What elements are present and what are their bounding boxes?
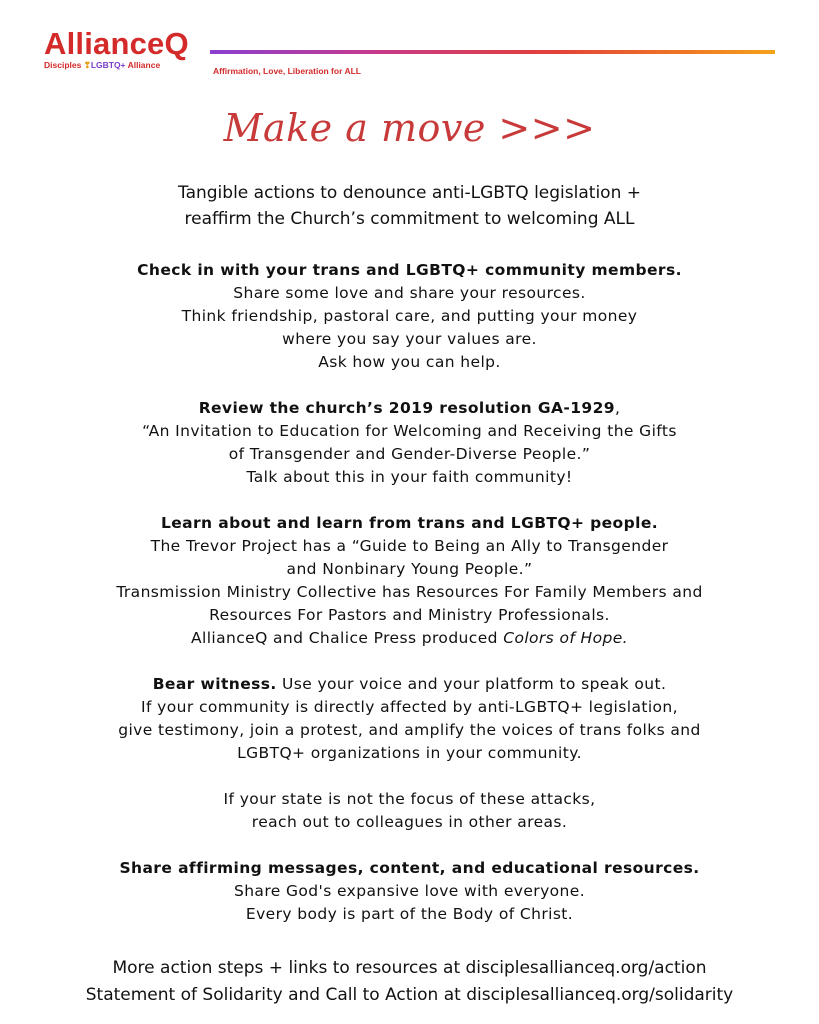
alliance-q-logo [44, 28, 204, 70]
section-line: Transmission Ministry Collective has Resources For Family Members and [116, 583, 703, 601]
rainbow-divider [210, 50, 775, 54]
section-line: Ask how you can help. [318, 353, 501, 371]
section-review-resolution [0, 397, 819, 489]
section-line: where you say your values are. [282, 330, 537, 348]
section-learn [0, 512, 819, 650]
section-line: If your state is not the focus of these attacks, [223, 790, 596, 808]
section-line: LGBTQ+ organizations in your community. [237, 744, 582, 762]
logo-subtitle [44, 61, 204, 70]
section-heading-line [0, 673, 819, 696]
section-line: The Trevor Project has a “Guide to Being an Ally to Transgender [150, 537, 669, 555]
logo-sub-lgbtq: LGBTQ+ [90, 60, 126, 70]
section-line: Talk about this in your faith community! [246, 468, 573, 486]
heading-punctuation: , [614, 399, 621, 417]
section-line: Every body is part of the Body of Christ. [245, 905, 574, 923]
logo-wordmark: AllianceQ [44, 26, 189, 61]
section-line: Share God's expansive love with everyone. [233, 882, 586, 900]
section-heading: Learn about and learn from trans and LGBTQ+ people. [160, 514, 659, 532]
section-line: Think friendship, pastoral care, and putting your money [181, 307, 638, 325]
section-heading: Share affirming messages, content, and educational resources. [119, 859, 700, 877]
intro-line: Tangible actions to denounce anti-LGBTQ legislation + [178, 183, 641, 203]
section-check-in [0, 259, 819, 374]
section-line: of Transgender and Gender-Diverse People.” [228, 445, 591, 463]
section-heading: Check in with your trans and LGBTQ+ community members. [137, 261, 682, 279]
section-heading-line [0, 397, 819, 420]
logo-sub-alliance: Alliance [125, 60, 161, 70]
logo-sub-disciples: Disciples [44, 60, 84, 70]
section-line: “An Invitation to Education for Welcoming and Receiving the Gifts [142, 422, 677, 440]
page-header [0, 0, 819, 90]
footer-action-link-text: More action steps + links to resources at disciplesallianceq.org/action [112, 958, 707, 978]
heart-pin-icon: ❣ [83, 60, 91, 70]
footer-solidarity-link-text: Statement of Solidarity and Call to Action at disciplesallianceq.org/solidarity [85, 985, 734, 1005]
section-line: Resources For Pastors and Ministry Professionals. [209, 606, 610, 624]
section-heading: Bear witness. [152, 675, 277, 693]
section-heading: Review the church’s 2019 resolution GA-1929 [198, 399, 615, 417]
colors-of-hope-lead: AllianceQ and Chalice Press produced [190, 629, 504, 647]
heading-continuation: Use your voice and your platform to speak out. [276, 675, 667, 693]
section-line: Share some love and share your resources. [233, 284, 586, 302]
section-line: and Nonbinary Young People.” [286, 560, 533, 578]
colors-of-hope-title: Colors of Hope. [503, 629, 628, 647]
intro-line: reaffirm the Church’s commitment to welcoming ALL [184, 209, 635, 229]
section-line: If your community is directly affected by anti-LGBTQ+ legislation, [141, 698, 678, 716]
section-share [0, 857, 819, 926]
section-line: reach out to colleagues in other areas. [251, 813, 568, 831]
action-sections [0, 259, 819, 949]
page-footer [0, 955, 819, 1009]
section-other-states [0, 788, 819, 834]
section-line [0, 627, 819, 650]
tagline: Affirmation, Love, Liberation for ALL [213, 66, 361, 76]
section-bear-witness [0, 673, 819, 765]
intro-text [0, 180, 819, 232]
section-line: give testimony, join a protest, and amplify the voices of trans folks and [118, 721, 701, 739]
page-title: Make a move >>> [223, 106, 596, 150]
